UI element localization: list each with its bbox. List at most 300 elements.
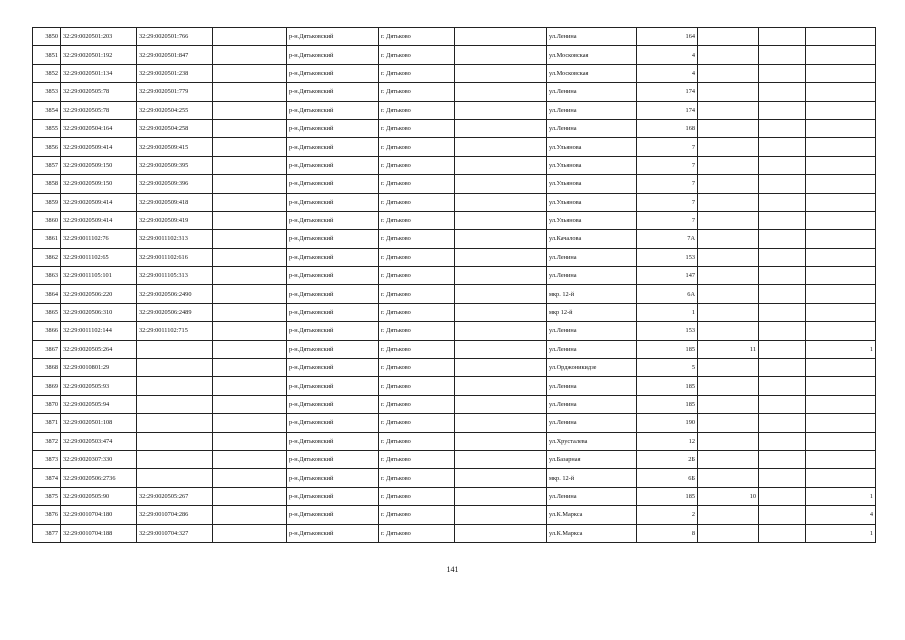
cell-extra	[806, 303, 876, 321]
cell-house: 12	[637, 432, 698, 450]
cell-street: ул.Московская	[547, 64, 637, 82]
cell-house: 1	[637, 303, 698, 321]
cell-city: г. Дятьково	[379, 524, 455, 542]
cell-district: р-н.Дятьковский	[287, 487, 379, 505]
cell-extra	[806, 156, 876, 174]
cell-row-number: 3862	[33, 248, 61, 266]
cell-locality	[455, 230, 547, 248]
cell-house: 6Б	[637, 469, 698, 487]
cell-part	[759, 303, 806, 321]
cell-city: г. Дятьково	[379, 414, 455, 432]
cell-part	[759, 46, 806, 64]
cell-cadastral-number: 32:29:0011102:65	[61, 248, 137, 266]
cell-part	[759, 156, 806, 174]
cell-house: 2Б	[637, 450, 698, 468]
cell-district: р-н.Дятьковский	[287, 211, 379, 229]
cell-building-number	[137, 450, 213, 468]
cell-row-number: 3870	[33, 395, 61, 413]
cell-extra	[806, 175, 876, 193]
cell-flat	[698, 506, 759, 524]
cell-part	[759, 487, 806, 505]
cell-cadastral-number: 32:29:0010704:188	[61, 524, 137, 542]
cell-house: 7	[637, 156, 698, 174]
cell-house: 7	[637, 211, 698, 229]
table-body	[33, 28, 876, 543]
cell-part	[759, 414, 806, 432]
cell-locality	[455, 138, 547, 156]
cell-building-number	[137, 377, 213, 395]
cell-city: г. Дятьково	[379, 101, 455, 119]
cell-locality	[455, 377, 547, 395]
cell-city: г. Дятьково	[379, 83, 455, 101]
cell-blank	[213, 395, 287, 413]
cell-blank	[213, 524, 287, 542]
cell-part	[759, 230, 806, 248]
cell-row-number: 3863	[33, 267, 61, 285]
cell-locality	[455, 469, 547, 487]
cell-city: г. Дятьково	[379, 359, 455, 377]
table-row	[33, 524, 876, 542]
cell-cadastral-number: 32:29:0020503:474	[61, 432, 137, 450]
cell-part	[759, 248, 806, 266]
cell-blank	[213, 469, 287, 487]
cell-house: 4	[637, 46, 698, 64]
cell-building-number: 32:29:0020509:395	[137, 156, 213, 174]
cell-extra	[806, 46, 876, 64]
cell-row-number: 3865	[33, 303, 61, 321]
cell-city: г. Дятьково	[379, 193, 455, 211]
cell-building-number	[137, 359, 213, 377]
cell-district: р-н.Дятьковский	[287, 506, 379, 524]
cell-part	[759, 450, 806, 468]
table-row	[33, 248, 876, 266]
cell-building-number: 32:29:0010704:286	[137, 506, 213, 524]
table-row	[33, 138, 876, 156]
cell-row-number: 3856	[33, 138, 61, 156]
cell-row-number: 3864	[33, 285, 61, 303]
cell-street: ул.Ленина	[547, 414, 637, 432]
table-row	[33, 46, 876, 64]
cell-locality	[455, 395, 547, 413]
cell-flat	[698, 138, 759, 156]
cell-row-number: 3871	[33, 414, 61, 432]
cell-street: мкр 12-й	[547, 303, 637, 321]
cell-house: 185	[637, 340, 698, 358]
cell-row-number: 3860	[33, 211, 61, 229]
cell-house: 147	[637, 267, 698, 285]
cell-cadastral-number: 32:29:0020505:90	[61, 487, 137, 505]
cell-row-number: 3866	[33, 322, 61, 340]
cell-blank	[213, 487, 287, 505]
cell-house: 4	[637, 64, 698, 82]
cell-row-number: 3857	[33, 156, 61, 174]
cell-district: р-н.Дятьковский	[287, 248, 379, 266]
cell-house: 2	[637, 506, 698, 524]
cell-street: ул.Ленина	[547, 101, 637, 119]
cell-row-number: 3876	[33, 506, 61, 524]
cell-locality	[455, 487, 547, 505]
cell-building-number: 32:29:0020509:415	[137, 138, 213, 156]
cell-cadastral-number: 32:29:0020505:94	[61, 395, 137, 413]
table-row	[33, 211, 876, 229]
cell-blank	[213, 432, 287, 450]
cell-street: ул.Ленина	[547, 119, 637, 137]
cell-city: г. Дятьково	[379, 248, 455, 266]
cell-cadastral-number: 32:29:0020505:78	[61, 83, 137, 101]
table-row	[33, 83, 876, 101]
cell-row-number: 3868	[33, 359, 61, 377]
table-row	[33, 267, 876, 285]
cell-locality	[455, 193, 547, 211]
cell-cadastral-number: 32:29:0020506:220	[61, 285, 137, 303]
cell-part	[759, 285, 806, 303]
cell-house: 153	[637, 248, 698, 266]
cell-flat	[698, 267, 759, 285]
table-row	[33, 469, 876, 487]
cell-street: ул.Ульянова	[547, 175, 637, 193]
cell-extra	[806, 64, 876, 82]
cell-district: р-н.Дятьковский	[287, 175, 379, 193]
cell-city: г. Дятьково	[379, 506, 455, 524]
cell-part	[759, 211, 806, 229]
cell-building-number: 32:29:0020509:418	[137, 193, 213, 211]
cell-cadastral-number: 32:29:0020505:264	[61, 340, 137, 358]
cell-street: ул.Московская	[547, 46, 637, 64]
cell-locality	[455, 248, 547, 266]
cell-blank	[213, 506, 287, 524]
cell-city: г. Дятьково	[379, 340, 455, 358]
cell-flat	[698, 83, 759, 101]
cell-building-number: 32:29:0011102:715	[137, 322, 213, 340]
cell-building-number: 32:29:0020504:255	[137, 101, 213, 119]
cell-flat	[698, 193, 759, 211]
cell-blank	[213, 193, 287, 211]
cell-blank	[213, 138, 287, 156]
cell-district: р-н.Дятьковский	[287, 395, 379, 413]
cell-district: р-н.Дятьковский	[287, 414, 379, 432]
cell-flat	[698, 359, 759, 377]
table-row	[33, 230, 876, 248]
cell-part	[759, 193, 806, 211]
cell-city: г. Дятьково	[379, 64, 455, 82]
cell-street: ул.Ленина	[547, 377, 637, 395]
cell-blank	[213, 450, 287, 468]
cell-flat	[698, 395, 759, 413]
cell-blank	[213, 64, 287, 82]
cell-row-number: 3850	[33, 28, 61, 46]
cell-city: г. Дятьково	[379, 138, 455, 156]
cell-cadastral-number: 32:29:0020506:2736	[61, 469, 137, 487]
cell-city: г. Дятьково	[379, 432, 455, 450]
cell-house: 174	[637, 101, 698, 119]
cell-cadastral-number: 32:29:0020509:150	[61, 175, 137, 193]
cell-row-number: 3852	[33, 64, 61, 82]
cell-row-number: 3854	[33, 101, 61, 119]
cell-flat	[698, 450, 759, 468]
cell-house: 6А	[637, 285, 698, 303]
table-row	[33, 395, 876, 413]
table-row	[33, 101, 876, 119]
cell-district: р-н.Дятьковский	[287, 377, 379, 395]
cell-row-number: 3869	[33, 377, 61, 395]
cell-row-number: 3855	[33, 119, 61, 137]
cell-building-number	[137, 340, 213, 358]
cell-locality	[455, 101, 547, 119]
cell-flat	[698, 211, 759, 229]
cell-locality	[455, 175, 547, 193]
cell-locality	[455, 267, 547, 285]
cell-district: р-н.Дятьковский	[287, 469, 379, 487]
cell-part	[759, 138, 806, 156]
cell-flat	[698, 175, 759, 193]
cell-district: р-н.Дятьковский	[287, 83, 379, 101]
cell-locality	[455, 359, 547, 377]
cell-part	[759, 359, 806, 377]
cell-blank	[213, 83, 287, 101]
table-row	[33, 377, 876, 395]
cell-cadastral-number: 32:29:0010704:180	[61, 506, 137, 524]
cell-blank	[213, 28, 287, 46]
cell-part	[759, 340, 806, 358]
cell-row-number: 3858	[33, 175, 61, 193]
cell-building-number: 32:29:0020509:419	[137, 211, 213, 229]
cell-city: г. Дятьково	[379, 230, 455, 248]
cell-district: р-н.Дятьковский	[287, 101, 379, 119]
cell-extra	[806, 450, 876, 468]
cell-part	[759, 322, 806, 340]
cell-building-number	[137, 414, 213, 432]
table-row	[33, 119, 876, 137]
cell-locality	[455, 119, 547, 137]
cell-house: 7	[637, 138, 698, 156]
cell-cadastral-number: 32:29:0020501:108	[61, 414, 137, 432]
cell-part	[759, 524, 806, 542]
cell-building-number: 32:29:0020505:267	[137, 487, 213, 505]
cell-building-number: 32:29:0020501:766	[137, 28, 213, 46]
cell-city: г. Дятьково	[379, 156, 455, 174]
cell-house: 7	[637, 193, 698, 211]
cell-locality	[455, 506, 547, 524]
cell-flat	[698, 64, 759, 82]
cell-district: р-н.Дятьковский	[287, 322, 379, 340]
cell-district: р-н.Дятьковский	[287, 138, 379, 156]
cell-flat	[698, 377, 759, 395]
cell-house: 8	[637, 524, 698, 542]
cell-blank	[213, 119, 287, 137]
cell-house: 164	[637, 28, 698, 46]
cell-locality	[455, 450, 547, 468]
cell-city: г. Дятьково	[379, 450, 455, 468]
cell-building-number: 32:29:0020506:2490	[137, 285, 213, 303]
cell-house: 5	[637, 359, 698, 377]
cell-building-number: 32:29:0020501:847	[137, 46, 213, 64]
cell-flat	[698, 46, 759, 64]
cell-city: г. Дятьково	[379, 211, 455, 229]
cell-row-number: 3872	[33, 432, 61, 450]
cell-city: г. Дятьково	[379, 377, 455, 395]
cell-blank	[213, 46, 287, 64]
cell-row-number: 3873	[33, 450, 61, 468]
cell-flat	[698, 414, 759, 432]
cell-street: мкр. 12-й	[547, 285, 637, 303]
cell-district: р-н.Дятьковский	[287, 450, 379, 468]
cell-part	[759, 506, 806, 524]
cell-row-number: 3851	[33, 46, 61, 64]
cell-extra: 1	[806, 524, 876, 542]
cell-row-number: 3861	[33, 230, 61, 248]
cell-flat	[698, 432, 759, 450]
cell-house: 7	[637, 175, 698, 193]
cell-blank	[213, 267, 287, 285]
cell-extra: 4	[806, 506, 876, 524]
cell-row-number: 3877	[33, 524, 61, 542]
cell-street: мкр. 12-й	[547, 469, 637, 487]
cell-row-number: 3859	[33, 193, 61, 211]
cell-flat	[698, 248, 759, 266]
cell-district: р-н.Дятьковский	[287, 119, 379, 137]
cell-extra	[806, 230, 876, 248]
cell-part	[759, 267, 806, 285]
cell-city: г. Дятьково	[379, 175, 455, 193]
cell-district: р-н.Дятьковский	[287, 285, 379, 303]
cell-building-number: 32:29:0020501:238	[137, 64, 213, 82]
cell-locality	[455, 340, 547, 358]
cell-street: ул.Ульянова	[547, 156, 637, 174]
cell-row-number: 3875	[33, 487, 61, 505]
cell-blank	[213, 175, 287, 193]
cell-building-number	[137, 395, 213, 413]
cell-cadastral-number: 32:29:0020506:310	[61, 303, 137, 321]
cell-blank	[213, 211, 287, 229]
cell-cadastral-number: 32:29:0010801:29	[61, 359, 137, 377]
cell-flat	[698, 28, 759, 46]
cell-district: р-н.Дятьковский	[287, 267, 379, 285]
cell-district: р-н.Дятьковский	[287, 230, 379, 248]
cell-part	[759, 64, 806, 82]
cell-locality	[455, 303, 547, 321]
cell-cadastral-number: 32:29:0020509:414	[61, 211, 137, 229]
cell-blank	[213, 340, 287, 358]
cell-district: р-н.Дятьковский	[287, 524, 379, 542]
cell-house: 185	[637, 487, 698, 505]
cell-flat	[698, 156, 759, 174]
cell-city: г. Дятьково	[379, 28, 455, 46]
cell-flat	[698, 303, 759, 321]
cell-city: г. Дятьково	[379, 303, 455, 321]
cell-house: 190	[637, 414, 698, 432]
cell-street: ул.Ленина	[547, 395, 637, 413]
cell-blank	[213, 414, 287, 432]
cell-street: ул.Хрусталева	[547, 432, 637, 450]
table-row	[33, 303, 876, 321]
cell-street: ул.Ленина	[547, 340, 637, 358]
table-row	[33, 156, 876, 174]
cell-district: р-н.Дятьковский	[287, 303, 379, 321]
cell-row-number: 3867	[33, 340, 61, 358]
cell-flat	[698, 230, 759, 248]
data-table	[32, 27, 876, 543]
cell-city: г. Дятьково	[379, 46, 455, 64]
cell-flat: 11	[698, 340, 759, 358]
cell-locality	[455, 156, 547, 174]
cell-extra	[806, 83, 876, 101]
cell-extra	[806, 101, 876, 119]
cell-building-number: 32:29:0020506:2489	[137, 303, 213, 321]
page-number: 141	[446, 565, 459, 574]
cell-building-number: 32:29:0010704:327	[137, 524, 213, 542]
cell-part	[759, 83, 806, 101]
cell-building-number: 32:29:0011102:616	[137, 248, 213, 266]
cell-extra: 1	[806, 340, 876, 358]
table-row	[33, 506, 876, 524]
cell-cadastral-number: 32:29:0011102:144	[61, 322, 137, 340]
cell-row-number: 3874	[33, 469, 61, 487]
cell-blank	[213, 359, 287, 377]
cell-extra	[806, 395, 876, 413]
cell-district: р-н.Дятьковский	[287, 28, 379, 46]
cell-locality	[455, 83, 547, 101]
cell-cadastral-number: 32:29:0020501:134	[61, 64, 137, 82]
cell-district: р-н.Дятьковский	[287, 156, 379, 174]
table-row	[33, 285, 876, 303]
cell-building-number: 32:29:0011105:313	[137, 267, 213, 285]
cell-house: 7А	[637, 230, 698, 248]
cell-locality	[455, 524, 547, 542]
cell-cadastral-number: 32:29:0020509:150	[61, 156, 137, 174]
cell-street: ул.Ленина	[547, 267, 637, 285]
cell-building-number	[137, 432, 213, 450]
cell-locality	[455, 46, 547, 64]
cell-house: 185	[637, 377, 698, 395]
cell-part	[759, 432, 806, 450]
cell-extra	[806, 414, 876, 432]
table-row	[33, 414, 876, 432]
cell-street: ул.Ленина	[547, 487, 637, 505]
cell-extra	[806, 432, 876, 450]
table-row	[33, 175, 876, 193]
cell-city: г. Дятьково	[379, 469, 455, 487]
cell-extra	[806, 119, 876, 137]
cell-house: 174	[637, 83, 698, 101]
cell-street: ул.К.Маркса	[547, 506, 637, 524]
cell-extra	[806, 469, 876, 487]
cell-city: г. Дятьково	[379, 285, 455, 303]
cell-cadastral-number: 32:29:0020505:78	[61, 101, 137, 119]
cell-district: р-н.Дятьковский	[287, 340, 379, 358]
cell-city: г. Дятьково	[379, 395, 455, 413]
cell-flat	[698, 285, 759, 303]
cell-blank	[213, 322, 287, 340]
cell-blank	[213, 248, 287, 266]
cell-street: ул.Ленина	[547, 83, 637, 101]
cell-street: ул.Ульянова	[547, 211, 637, 229]
cell-part	[759, 377, 806, 395]
cell-blank	[213, 303, 287, 321]
cell-locality	[455, 211, 547, 229]
cell-locality	[455, 432, 547, 450]
cell-extra	[806, 322, 876, 340]
cell-locality	[455, 322, 547, 340]
cell-cadastral-number: 32:29:0011105:101	[61, 267, 137, 285]
cell-street: ул.Ульянова	[547, 138, 637, 156]
cell-district: р-н.Дятьковский	[287, 193, 379, 211]
table-row	[33, 64, 876, 82]
cell-cadastral-number: 32:29:0020501:203	[61, 28, 137, 46]
cell-extra: 1	[806, 487, 876, 505]
cell-extra	[806, 193, 876, 211]
table-row	[33, 432, 876, 450]
cell-cadastral-number: 32:29:0020505:93	[61, 377, 137, 395]
